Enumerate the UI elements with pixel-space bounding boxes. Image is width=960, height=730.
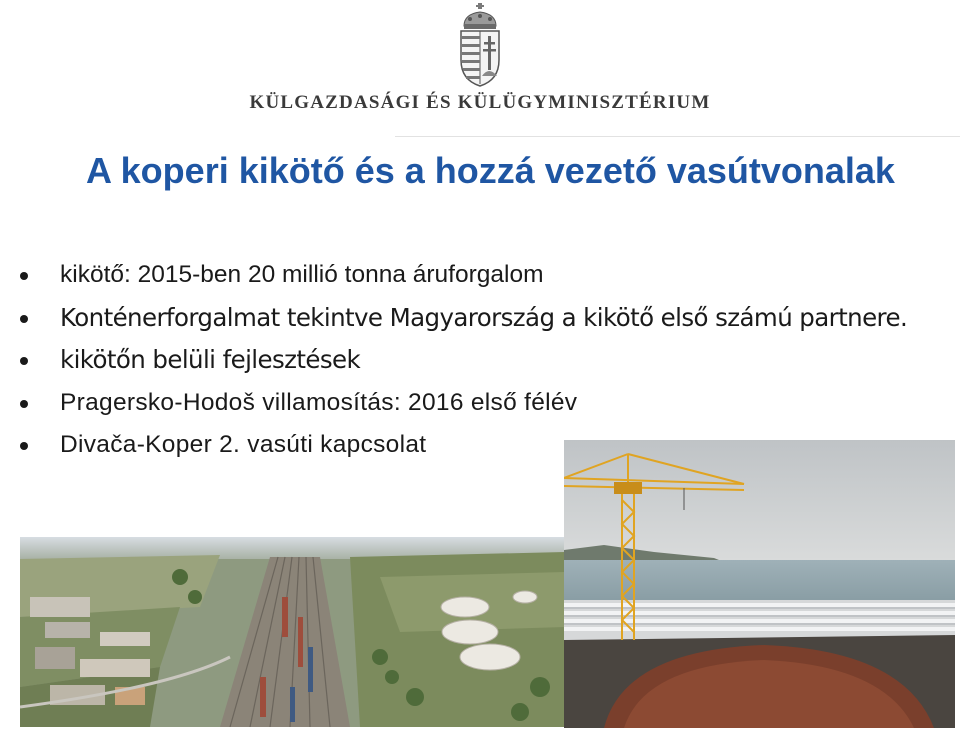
bullet-item	[20, 339, 950, 382]
ministry-name: KÜLGAZDASÁGI ÉS KÜLÜGYMINISZTÉRIUM	[249, 92, 711, 113]
slide-title: A koperi kikötő és a hozzá vezető vasútvonalak	[86, 150, 895, 191]
bullet-item	[20, 382, 950, 425]
bullet-dot-icon	[20, 315, 28, 323]
bullet-text: kikötőn belüli fejlesztések	[60, 345, 361, 374]
bullet-dot-icon	[20, 357, 28, 365]
bullet-item	[20, 254, 950, 297]
bullet-text: Konténerforgalmat tekintve Magyarország a kikötő első számú partnere.	[60, 302, 908, 332]
bullet-text: Divača-Koper 2. vasúti kapcsolat	[60, 431, 427, 458]
ministry-header	[0, 0, 960, 138]
coat-of-arms-icon	[452, 2, 508, 88]
bullet-dot-icon	[20, 442, 28, 450]
port-aerial-photo	[20, 537, 565, 727]
bullet-dot-icon	[20, 272, 28, 280]
bullet-item	[20, 297, 950, 340]
bullet-text: kikötő: 2015-ben 20 millió tonna áruforgalom	[60, 261, 544, 288]
bullet-list	[20, 254, 950, 467]
bullet-text: Pragersko-Hodoš villamosítás: 2016 első félév	[60, 388, 578, 416]
header-divider	[395, 136, 960, 137]
port-crane-photo	[564, 440, 955, 728]
bullet-dot-icon	[20, 400, 28, 408]
